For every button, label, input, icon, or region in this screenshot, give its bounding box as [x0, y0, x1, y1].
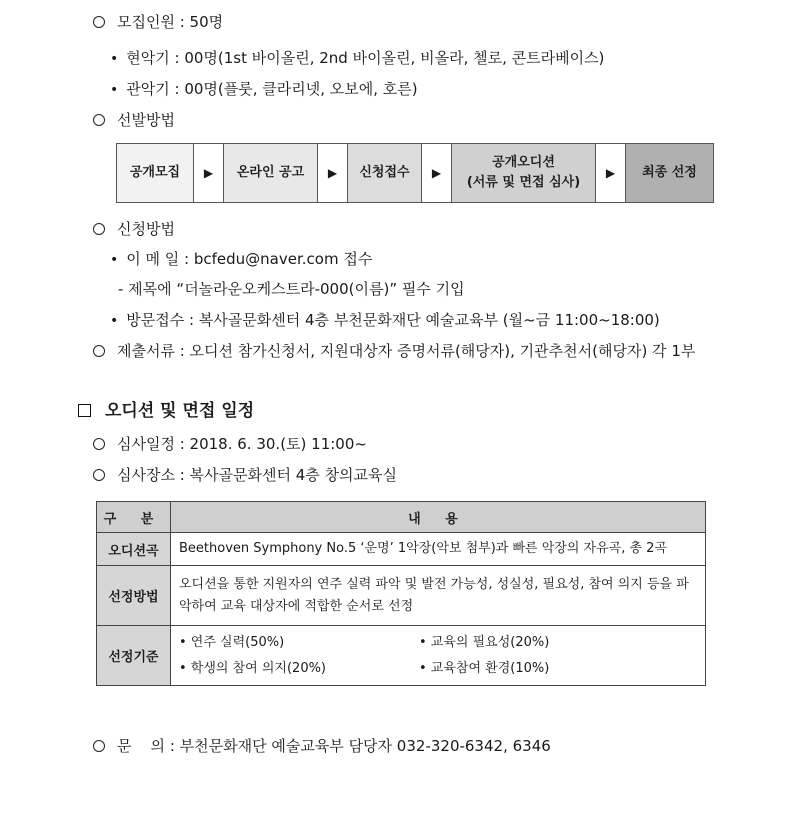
documents: 제출서류 : 오디션 참가신청서, 지원대상자 증명서류(해당자), 기관추천서(해당자) 각 1부: [93, 341, 695, 361]
flow-step-application: 신청접수: [347, 144, 421, 202]
apply-title: 신청방법: [93, 219, 175, 239]
circle-bullet-icon: [93, 345, 105, 357]
arrow-right-icon: ▶: [193, 144, 223, 202]
arrow-right-icon: ▶: [421, 144, 451, 202]
selection-title: 선발방법: [93, 110, 175, 130]
table-header-category: 구 분: [97, 502, 171, 533]
audition-heading: 오디션 및 면접 일정: [78, 401, 254, 421]
apply-email: • 이 메 일 : bcfedu@naver.com 접수: [110, 250, 373, 268]
arrow-right-icon: ▶: [595, 144, 625, 202]
circle-bullet-icon: [93, 16, 105, 28]
recruit-strings: • 현악기 : 00명(1st 바이올린, 2nd 바이올린, 비올라, 첼로, 콘트라베이스): [110, 49, 605, 67]
flow-step-online-notice: 온라인 공고: [223, 144, 317, 202]
audition-date: 심사일정 : 2018. 6. 30.(토) 11:00~: [93, 434, 367, 454]
audition-table: [96, 501, 706, 686]
table-value: [171, 626, 706, 686]
table-key: 선정방법: [97, 566, 171, 626]
bullet-dot-icon: •: [110, 82, 119, 98]
table-value: 오디션을 통한 지원자의 연주 실력 파악 및 발전 가능성, 성실성, 필요성, 참여 의지 등을 파악하여 교육 대상자에 적합한 순서로 선정: [171, 566, 706, 626]
selection-flow: [116, 143, 714, 203]
bullet-dot-icon: •: [110, 252, 119, 268]
table-row: [97, 626, 706, 686]
square-bullet-icon: [78, 404, 91, 417]
table-key: 오디션곡: [97, 533, 171, 566]
circle-bullet-icon: [93, 223, 105, 235]
apply-subject: - 제목에 “더놀라운오케스트라-000(이름)” 필수 기입: [118, 280, 465, 298]
circle-bullet-icon: [93, 469, 105, 481]
contact: 문 의 : 부천문화재단 예술교육부 담당자 032-320-6342, 6346: [93, 736, 551, 756]
circle-bullet-icon: [93, 114, 105, 126]
table-row: [97, 566, 706, 626]
table-key: 선정기준: [97, 626, 171, 686]
arrow-right-icon: ▶: [317, 144, 347, 202]
audition-place: 심사장소 : 복사골문화센터 4층 창의교육실: [93, 465, 397, 485]
criteria-list: [179, 632, 697, 680]
flow-step-audition: 공개오디션 (서류 및 면접 심사): [451, 144, 595, 202]
criteria-item: • 교육의 필요성(20%): [419, 634, 550, 650]
circle-bullet-icon: [93, 438, 105, 450]
table-value: Beethoven Symphony No.5 ‘운명’ 1악장(악보 첨부)과 빠른 악장의 자유곡, 총 2곡: [171, 533, 706, 566]
circle-bullet-icon: [93, 740, 105, 752]
bullet-dot-icon: •: [110, 51, 119, 67]
criteria-item: • 학생의 참여 의지(20%): [179, 660, 327, 676]
recruit-winds: • 관악기 : 00명(플룻, 클라리넷, 오보에, 호른): [110, 80, 418, 98]
criteria-item: • 연주 실력(50%): [179, 634, 285, 650]
table-row: [97, 533, 706, 566]
flow-step-open-recruit: 공개모집: [117, 144, 193, 202]
bullet-dot-icon: •: [110, 313, 119, 329]
table-header-content: 내 용: [171, 502, 706, 533]
criteria-item: • 교육참여 환경(10%): [419, 660, 550, 676]
flow-step-final: 최종 선정: [625, 144, 713, 202]
recruit-title: 모집인원 : 50명: [93, 12, 223, 32]
apply-visit: • 방문접수 : 복사골문화센터 4층 부천문화재단 예술교육부 (월~금 11:00~18:00): [110, 311, 660, 329]
